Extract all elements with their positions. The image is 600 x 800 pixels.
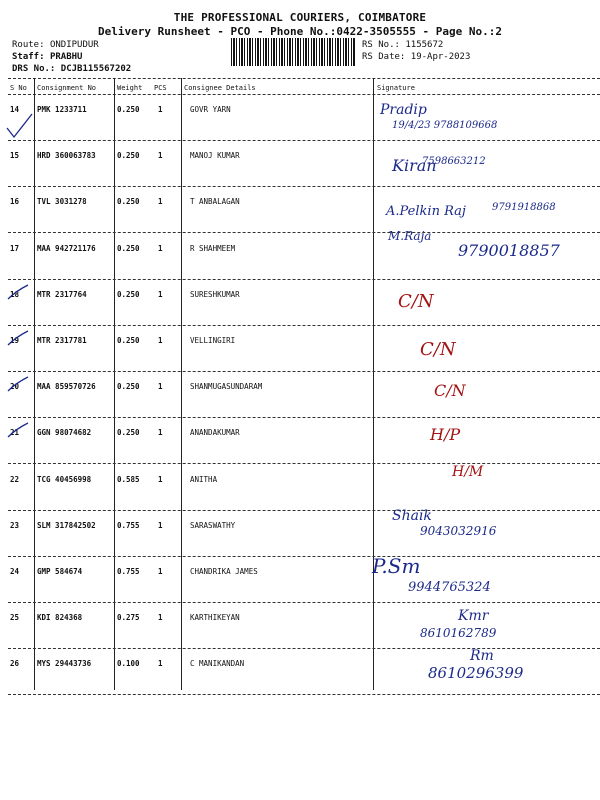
row-consignment-no: GGN 98074682 <box>37 428 92 438</box>
col-header-weight: Weight <box>117 84 143 92</box>
staff-line <box>12 52 82 62</box>
row-weight: 0.250 <box>117 382 140 392</box>
table-row <box>0 604 600 650</box>
table-row <box>0 554 600 604</box>
row-signature: C/N <box>398 290 434 312</box>
row-separator <box>8 694 600 695</box>
row-separator <box>8 463 600 464</box>
row-consignment-no: MTR 2317781 <box>37 336 87 345</box>
row-sno: 26 <box>10 659 20 669</box>
row-consignee: SARASWATHY <box>190 520 236 530</box>
row-pcs: 1 <box>158 428 163 438</box>
row-sno: 15 <box>10 151 20 161</box>
table-row <box>0 281 600 327</box>
row-consignment-no: TVL 3031278 <box>37 197 87 207</box>
table-row <box>0 96 600 142</box>
row-consignment-no: MAA 942721176 <box>37 243 96 253</box>
row-consignment-no: PMK 1233711 <box>37 105 87 114</box>
check-tick-stroke <box>7 114 32 137</box>
row-pcs: 1 <box>158 613 163 623</box>
company-title: THE PROFESSIONAL COURIERS, COIMBATORE <box>173 11 427 24</box>
row-pcs: 1 <box>158 659 163 669</box>
row-consignee: CHANDRIKA JAMES <box>190 567 258 576</box>
row-sno: 16 <box>10 197 20 207</box>
drs-label: DRS No.: <box>12 64 56 74</box>
rs-no-value: 1155672 <box>405 40 444 50</box>
row-separator <box>8 186 600 187</box>
row-separator <box>8 648 600 649</box>
row-signature: P.Sm <box>372 554 421 578</box>
barcode <box>231 38 355 66</box>
row-separator <box>8 232 600 233</box>
row-weight: 0.250 <box>117 243 140 253</box>
header-rule <box>8 94 600 95</box>
row-signature: Kiran <box>392 156 437 176</box>
row-consignee: ANANDAKUMAR <box>190 428 240 438</box>
row-pcs: 1 <box>158 520 163 530</box>
row-consignment-no: MAA 859570726 <box>37 382 96 392</box>
row-weight: 0.250 <box>117 197 140 207</box>
row-signature: Shaik <box>392 507 432 524</box>
row-consignment-no: MTR 2317764 <box>37 289 87 299</box>
row-separator <box>8 556 600 557</box>
row-signature-phone: 8610162789 <box>420 626 497 641</box>
row-sno: 23 <box>10 520 20 530</box>
row-separator <box>8 417 600 418</box>
table-row <box>0 373 600 419</box>
row-signature-phone: 19/4/23 9788109668 <box>392 120 498 131</box>
col-header-consignee: Consignee Details <box>184 84 256 92</box>
row-weight: 0.250 <box>117 428 140 438</box>
row-pcs: 1 <box>158 336 163 345</box>
row-weight: 0.585 <box>117 474 140 484</box>
row-consignee: VELLINGIRI <box>190 336 236 345</box>
row-signature: Kmr <box>458 608 489 625</box>
rs-date-line <box>362 52 470 62</box>
col-header-signature: Signature <box>377 84 415 92</box>
row-separator <box>8 140 600 141</box>
check-tick-stroke <box>8 423 28 437</box>
row-sno: 14 <box>10 105 20 114</box>
rs-date-label: RS Date: <box>362 52 406 62</box>
row-sno: 24 <box>10 567 20 576</box>
row-consignee: ANITHA <box>190 474 218 484</box>
row-consignee: GOVR YARN <box>190 105 231 114</box>
col-header-sno: S No <box>10 84 27 92</box>
route-label: Route: <box>12 40 45 50</box>
table-top-rule <box>8 78 600 79</box>
row-weight: 0.755 <box>117 567 140 576</box>
row-separator <box>8 602 600 603</box>
row-consignee: R SHAHMEEM <box>190 243 236 253</box>
row-signature-phone: 9944765324 <box>408 580 491 595</box>
row-separator <box>8 325 600 326</box>
row-pcs: 1 <box>158 474 163 484</box>
row-pcs: 1 <box>158 197 163 207</box>
row-weight: 0.250 <box>117 105 140 114</box>
row-pcs: 1 <box>158 567 163 576</box>
check-tick-icon <box>6 325 36 355</box>
row-consignee: T ANBALAGAN <box>190 197 240 207</box>
row-signature: H/M <box>452 463 484 480</box>
row-signature: Rm <box>470 648 494 665</box>
runsheet-subtitle: Delivery Runsheet - PCO - Phone No.:0422-3505555 - Page No.:2 <box>98 25 502 38</box>
row-consignment-no: GMP 584674 <box>37 567 83 576</box>
row-weight: 0.755 <box>117 520 140 530</box>
route-value: ONDIPUDUR <box>49 40 99 50</box>
rs-no-line <box>362 40 443 50</box>
row-consignment-no: TCG 40456998 <box>37 474 92 484</box>
row-sno: 22 <box>10 474 20 484</box>
row-consignment-no: KDI 824368 <box>37 613 83 623</box>
row-consignee: KARTHIKEYAN <box>190 613 240 623</box>
row-pcs: 1 <box>158 105 163 114</box>
row-signature-phone: 9043032916 <box>420 523 497 538</box>
row-pcs: 1 <box>158 382 163 392</box>
check-tick-icon <box>6 279 36 309</box>
rs-date-value: 19-Apr-2023 <box>410 52 471 62</box>
row-signature: C/N <box>434 381 466 401</box>
row-weight: 0.100 <box>117 659 140 669</box>
route-line <box>12 40 99 50</box>
row-signature-phone: 9790018857 <box>458 240 560 260</box>
row-consignee: MANOJ KUMAR <box>190 151 240 161</box>
table-row <box>0 650 600 696</box>
table-row <box>0 327 600 373</box>
row-consignee: SHANMUGASUNDARAM <box>190 382 263 392</box>
table-row <box>0 463 600 512</box>
check-tick-icon <box>6 371 36 401</box>
col-header-pcs: PCS <box>154 84 167 92</box>
row-signature: H/P <box>430 425 461 445</box>
check-tick-stroke <box>8 285 28 299</box>
row-pcs: 1 <box>158 243 163 253</box>
rs-no-label: RS No.: <box>362 40 400 50</box>
row-pcs: 1 <box>158 289 163 299</box>
table-row <box>0 507 600 558</box>
row-consignee: SURESHKUMAR <box>190 289 240 299</box>
row-signature-phone: 9791918868 <box>492 202 556 214</box>
row-sno: 20 <box>10 382 20 392</box>
drs-line <box>12 64 131 74</box>
check-tick-icon <box>6 417 36 447</box>
row-sno: 18 <box>10 289 20 299</box>
row-weight: 0.250 <box>117 336 140 345</box>
row-consignee: C MANIKANDAN <box>190 659 245 669</box>
row-signature: C/N <box>420 339 456 360</box>
row-consignment-no: HRD 360063783 <box>37 151 96 161</box>
table-row <box>0 142 600 188</box>
staff-value: PRABHU <box>49 52 83 62</box>
row-weight: 0.250 <box>117 151 140 161</box>
col-header-consignment: Consignment No <box>37 84 97 92</box>
table-row <box>0 228 600 281</box>
row-sno: 25 <box>10 613 20 623</box>
row-signature-phone: 7598663212 <box>422 156 486 168</box>
row-separator <box>8 371 600 372</box>
row-pcs: 1 <box>158 151 163 161</box>
row-sno: 21 <box>10 428 20 438</box>
row-weight: 0.275 <box>117 613 140 623</box>
table-row <box>0 188 600 234</box>
row-consignment-no: MYS 29443736 <box>37 659 92 669</box>
check-tick-stroke <box>8 377 28 391</box>
row-separator <box>8 510 600 511</box>
row-signature-phone: 8610296399 <box>428 664 524 683</box>
row-signature: Pradip <box>380 102 427 118</box>
staff-label: Staff: <box>12 52 45 62</box>
row-consignment-no: SLM 317842502 <box>37 520 96 530</box>
drs-value: DCJB115567202 <box>60 64 132 74</box>
row-weight: 0.250 <box>117 289 140 299</box>
row-signature: A.Pelkin Raj <box>386 204 466 220</box>
row-sno: 19 <box>10 336 20 345</box>
row-separator <box>8 279 600 280</box>
check-tick-icon <box>4 110 34 140</box>
table-row <box>0 419 600 465</box>
check-tick-stroke <box>8 331 28 345</box>
row-sno: 17 <box>10 243 20 253</box>
row-signature: M.Raja <box>388 228 432 243</box>
